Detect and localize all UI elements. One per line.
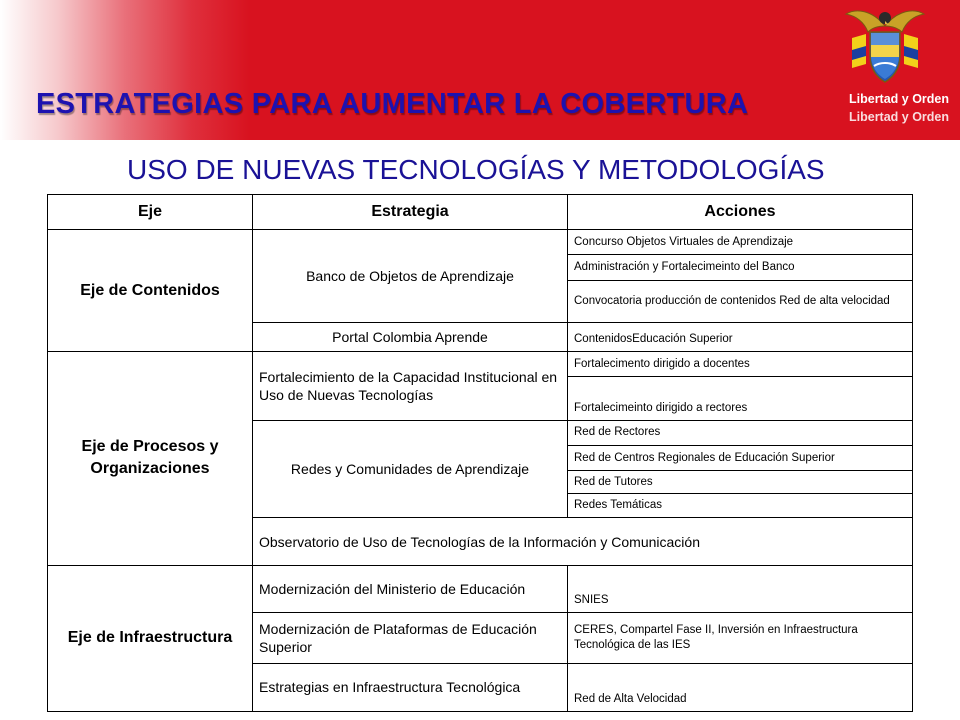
- accion-cell: SNIES: [568, 565, 913, 612]
- accion-cell: Red de Tutores: [568, 471, 913, 494]
- estrategia-infraestructura-tecnologica: Estrategias en Infraestructura Tecnológica: [253, 663, 568, 712]
- estrategia-banco: Banco de Objetos de Aprendizaje: [253, 230, 568, 323]
- estrategia-modernizacion-ministerio: Modernización del Ministerio de Educación: [253, 565, 568, 612]
- accion-cell: Concurso Objetos Virtuales de Aprendizaje: [568, 230, 913, 255]
- page-subtitle: USO DE NUEVAS TECNOLOGÍAS Y METODOLOGÍAS: [127, 154, 825, 185]
- estrategia-fortalecimiento: Fortalecimiento de la Capacidad Institucional en Uso de Nuevas Tecnologías: [253, 352, 568, 421]
- accion-cell: Red de Alta Velocidad: [568, 663, 913, 712]
- estrategia-redes: Redes y Comunidades de Aprendizaje: [253, 420, 568, 518]
- eje-contenidos: Eje de Contenidos: [48, 230, 253, 352]
- accion-cell: Red de Centros Regionales de Educación Superior: [568, 445, 913, 470]
- coat-of-arms-icon: [842, 4, 928, 84]
- estrategia-modernizacion-plataformas: Modernización de Plataformas de Educación Superior: [253, 613, 568, 663]
- strategies-table: [47, 194, 913, 712]
- header-acciones: Acciones: [568, 195, 913, 230]
- accion-cell: Fortalecimento dirigido a docentes: [568, 352, 913, 377]
- accion-cell: Redes Temáticas: [568, 494, 913, 518]
- accion-cell: Red de Rectores: [568, 420, 913, 445]
- accion-cell: ContenidosEducación Superior: [568, 322, 913, 351]
- eje-infraestructura: Eje de Infraestructura: [48, 565, 253, 711]
- eje-procesos: Eje de Procesos y Organizaciones: [48, 352, 253, 566]
- accion-cell: CERES, Compartel Fase II, Inversión en Infraestructura Tecnológica de las IES: [568, 613, 913, 663]
- accion-cell: Convocatoria producción de contenidos Red de alta velocidad: [568, 280, 913, 322]
- header-estrategia: Estrategia: [253, 195, 568, 230]
- accion-cell: Fortalecimeinto dirigido a rectores: [568, 377, 913, 420]
- estrategia-observatorio: Observatorio de Uso de Tecnologías de la Información y Comunicación: [253, 518, 913, 565]
- estrategia-portal: Portal Colombia Aprende: [253, 322, 568, 351]
- motto-text: Libertad y Orden: [849, 92, 950, 106]
- page-title: ESTRATEGIAS PARA AUMENTAR LA COBERTURA: [36, 88, 749, 120]
- accion-cell: Administración y Fortalecimeinto del Banco: [568, 255, 913, 280]
- motto-text-shadow: Libertad y Orden: [849, 110, 950, 124]
- header-eje: Eje: [48, 195, 253, 230]
